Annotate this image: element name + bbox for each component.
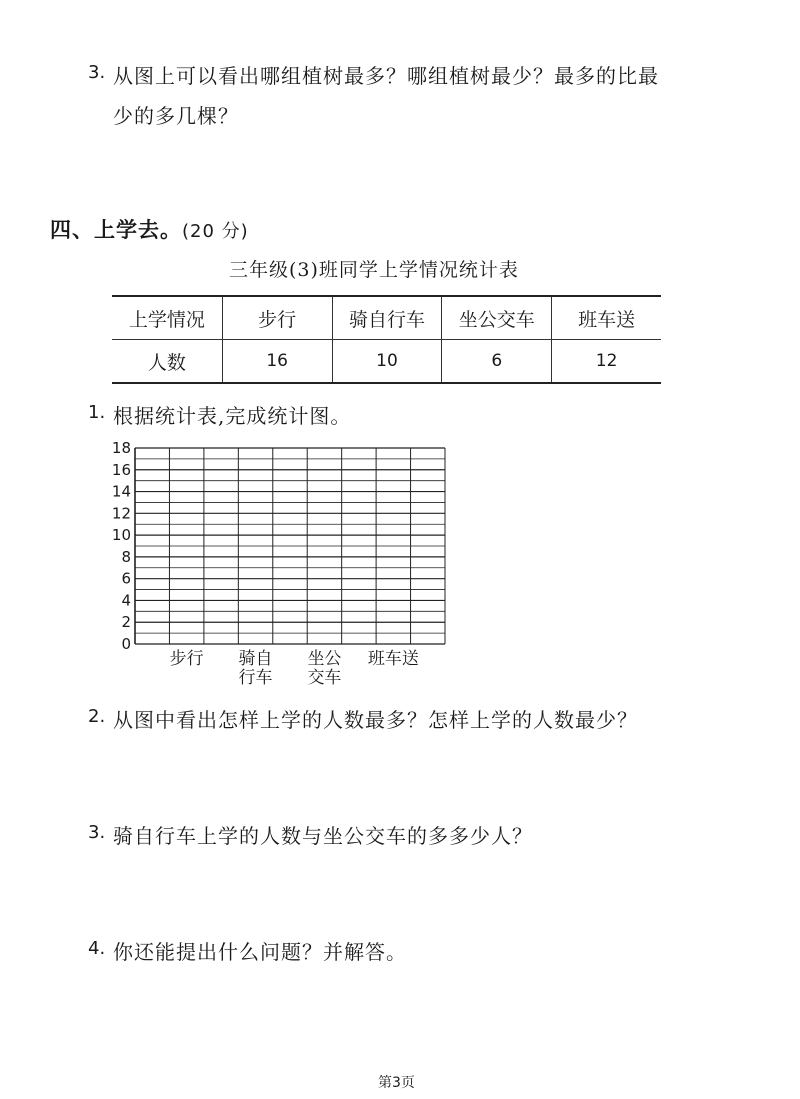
section-heading [50, 214, 249, 244]
chart-y-tick-label: 18 [111, 439, 131, 457]
q3-number: 3. [88, 822, 106, 843]
q3-prev-line1: 从图上可以看出哪组植树最多？哪组植树最少？最多的比最 [113, 64, 659, 88]
chart-x-category-label: 交车 [307, 668, 342, 688]
chart-y-tick-label: 16 [111, 460, 131, 479]
q3-prev-line2: 少的多几棵？ [113, 104, 239, 128]
statistics-table [112, 295, 661, 384]
chart-y-tick-label: 0 [121, 635, 131, 653]
chart-y-tick-label: 8 [121, 547, 131, 566]
table-header-cell: 骑自行车 [332, 296, 442, 340]
table-header-cell: 步行 [222, 296, 332, 340]
table-caption: 三年级(3)班同学上学情况统计表 [229, 259, 519, 281]
section-points: (20 分) [182, 221, 249, 242]
chart-horizontal-gridlines [135, 448, 445, 644]
table-cell: 6 [442, 340, 552, 384]
chart-y-tick-label: 2 [121, 613, 131, 632]
page-number: 第3页 [378, 1075, 415, 1091]
table-header-cell: 班车送 [552, 296, 661, 340]
table-header-row [112, 296, 661, 340]
q1-number: 1. [88, 402, 106, 423]
chart-y-tick-label: 14 [111, 482, 131, 501]
q3-text: 骑自行车上学的人数与坐公交车的多多少人？ [113, 824, 533, 848]
chart-x-category-labels [170, 649, 419, 688]
chart-x-category-label: 坐公 [307, 649, 342, 669]
table-cell: 10 [332, 340, 442, 384]
table-header-cell: 坐公交车 [442, 296, 552, 340]
chart-y-tick-label: 12 [111, 504, 131, 523]
chart-x-category-label: 行车 [238, 668, 273, 688]
blank-bar-chart [95, 432, 455, 690]
chart-y-tick-label: 10 [111, 526, 131, 545]
q1-text: 根据统计表,完成统计图。 [113, 404, 352, 428]
chart-x-category-label: 班车送 [367, 649, 419, 669]
q4-text: 你还能提出什么问题？并解答。 [113, 940, 407, 964]
chart-y-tick-label: 6 [121, 569, 131, 588]
table-header-cell: 上学情况 [112, 296, 222, 340]
q2-number: 2. [88, 706, 106, 727]
table-row [112, 340, 661, 384]
q2-text: 从图中看出怎样上学的人数最多？怎样上学的人数最少？ [113, 708, 638, 732]
q4-number: 4. [88, 938, 106, 959]
q3-prev-number: 3. [88, 62, 106, 83]
chart-y-tick-labels [112, 439, 131, 653]
chart-x-category-label: 骑自 [238, 649, 273, 669]
chart-y-tick-label: 4 [121, 591, 131, 610]
chart-x-category-label: 步行 [169, 649, 204, 669]
section-title: 四、上学去。 [50, 217, 182, 242]
table-row-label: 人数 [112, 340, 222, 384]
table-cell: 12 [552, 340, 661, 384]
table-cell: 16 [222, 340, 332, 384]
